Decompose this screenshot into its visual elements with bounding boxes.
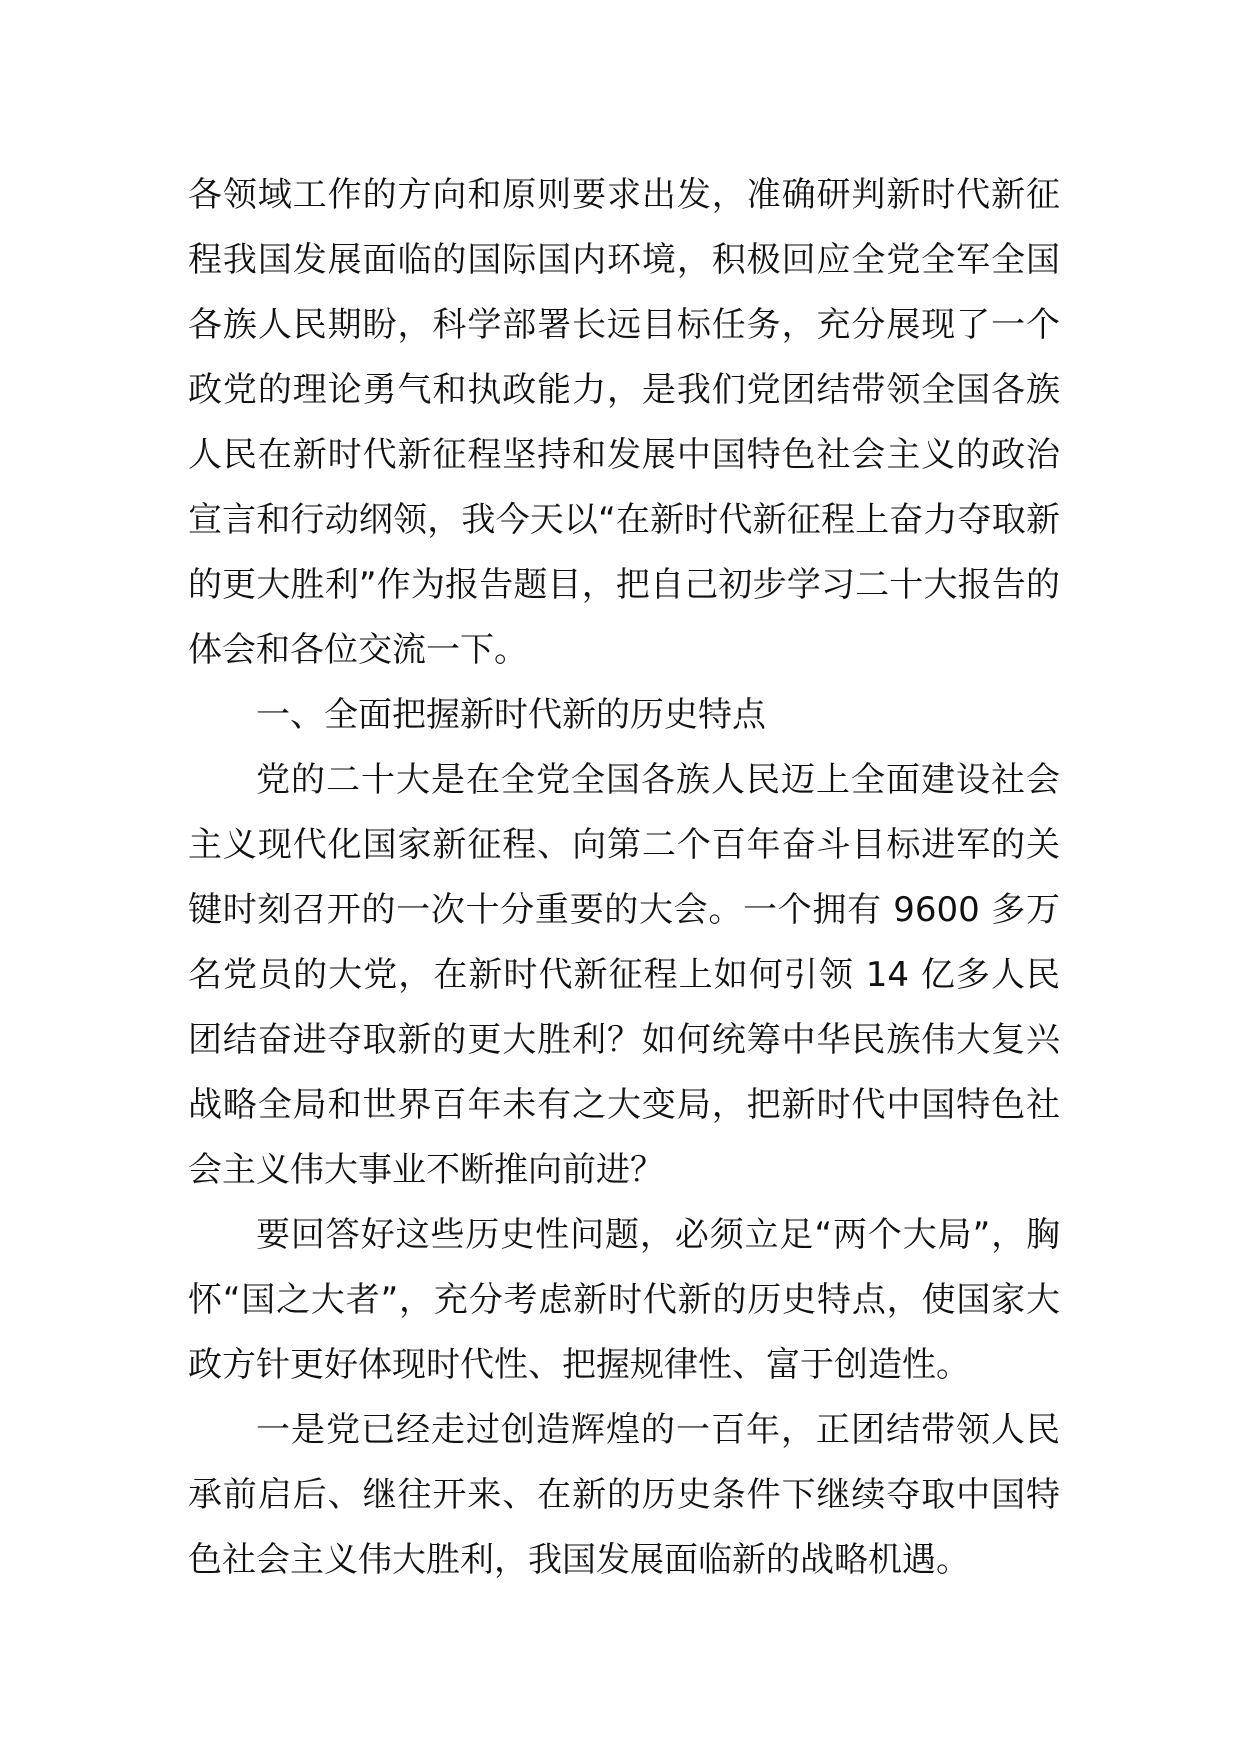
- section-heading: 一、全面把握新时代新的历史特点: [256, 695, 766, 735]
- document-body: [188, 163, 1060, 1593]
- paragraph-point-one: 一是党已经走过创造辉煌的一百年，正团结带领人民承前启后、继往开来、在新的历史条件下继续夺取中国特色社会主义伟大胜利，我国发展面临新的战略机遇。: [188, 1410, 1060, 1580]
- paragraph-congress-context: 党的二十大是在全党全国各族人民迈上全面建设社会主义现代化国家新征程、向第二个百年奋斗目标进军的关键时刻召开的一次十分重要的大会。一个拥有 9600 多万名党员的大党，在新时代新征程上如何引领 14 亿多人民团结奋进夺取新的更大胜利？如何统筹中华民族伟大复兴战略全局和世界百年未有之大变局，把新时代中国特色社会主义伟大事业不断推向前进？: [188, 760, 1060, 1190]
- paragraph-continuation: 各领域工作的方向和原则要求出发，准确研判新时代新征程我国发展面临的国际国内环境，积极回应全党全军全国各族人民期盼，科学部署长远目标任务，充分展现了一个政党的理论勇气和执政能力，是我们党团结带领全国各族人民在新时代新征程坚持和发展中国特色社会主义的政治宣言和行动纲领，我今天以“在新时代新征程上奋力夺取新的更大胜利”作为报告题目，把自己初步学习二十大报告的体会和各位交流一下。: [188, 175, 1060, 670]
- paragraph-two-overall-situations: 要回答好这些历史性问题，必须立足“两个大局”，胸怀“国之大者”，充分考虑新时代新的历史特点，使国家大政方针更好体现时代性、把握规律性、富于创造性。: [188, 1215, 1060, 1385]
